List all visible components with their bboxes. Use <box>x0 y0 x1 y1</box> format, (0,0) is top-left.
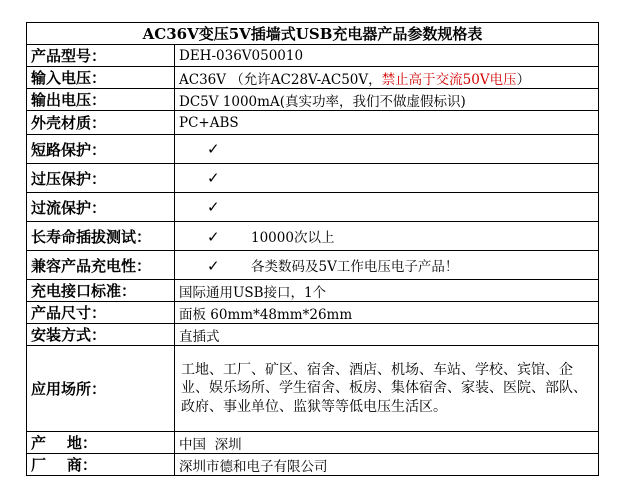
value-life: 10000次以上 <box>251 230 335 246</box>
label-compat: 兼容产品充电性： <box>27 251 175 280</box>
row-compat <box>27 251 599 280</box>
label-model: 产品型号： <box>27 45 175 67</box>
value-port: 国际通用USB接口，1个 <box>175 280 599 302</box>
label-life: 长寿命插拔测试： <box>27 222 175 251</box>
table-title: AC36V变压5V插墙式USB充电器产品参数规格表 <box>27 23 599 45</box>
check-overc-icon: ✓ <box>207 198 220 216</box>
label-usage: 应用场所： <box>27 346 175 432</box>
value-usage: 工地、工厂、矿区、宿舍、酒店、机场、车站、学校、宾馆、企业、娱乐场所、学生宿舍、板房、集体宿舍、家装、医院、部队、政府、事业单位、监狱等等低电压生活区。 <box>175 346 599 432</box>
row-output <box>27 89 599 111</box>
row-usage <box>27 346 599 432</box>
check-life-icon: ✓ <box>207 228 220 246</box>
label-maker: 厂 商： <box>27 454 175 476</box>
check-compat-icon: ✓ <box>207 257 220 275</box>
label-shell: 外壳材质： <box>27 111 175 135</box>
value-input <box>175 67 599 89</box>
row-overv <box>27 164 599 193</box>
row-port <box>27 280 599 302</box>
value-shell: PC+ABS <box>175 111 599 135</box>
value-output: DC5V 1000mA(真实功率，我们不做虚假标识) <box>175 89 599 111</box>
label-size: 产品尺寸： <box>27 302 175 324</box>
input-range: AC36V （允许AC28V-AC50V， <box>179 71 382 88</box>
label-overc: 过流保护： <box>27 193 175 222</box>
label-output: 输出电压： <box>27 89 175 111</box>
check-overv-icon: ✓ <box>207 169 220 187</box>
label-overv: 过压保护： <box>27 164 175 193</box>
label-origin: 产 地： <box>27 432 175 454</box>
row-origin <box>27 432 599 454</box>
row-size <box>27 302 599 324</box>
row-short <box>27 135 599 164</box>
value-model: DEH-036V050010 <box>175 45 599 67</box>
value-install: 直插式 <box>175 324 599 346</box>
label-short: 短路保护： <box>27 135 175 164</box>
row-overc <box>27 193 599 222</box>
spec-table <box>26 22 599 476</box>
row-shell <box>27 111 599 135</box>
row-maker <box>27 454 599 476</box>
label-install: 安装方式： <box>27 324 175 346</box>
row-input <box>27 67 599 89</box>
check-short-icon: ✓ <box>207 140 220 158</box>
value-origin: 中国 深圳 <box>175 432 599 454</box>
title-row <box>27 23 599 45</box>
row-model <box>27 45 599 67</box>
spec-sheet <box>26 22 598 476</box>
value-size: 面板 60mm*48mm*26mm <box>175 302 599 324</box>
value-maker: 深圳市德和电子有限公司 <box>175 454 599 476</box>
row-life <box>27 222 599 251</box>
label-input: 输入电压： <box>27 67 175 89</box>
value-compat: 各类数码及5V工作电压电子产品！ <box>251 259 459 275</box>
input-warning: 禁止高于交流50V电压 <box>381 71 517 88</box>
input-close: ） <box>516 71 531 88</box>
row-install <box>27 324 599 346</box>
label-port: 充电接口标准： <box>27 280 175 302</box>
